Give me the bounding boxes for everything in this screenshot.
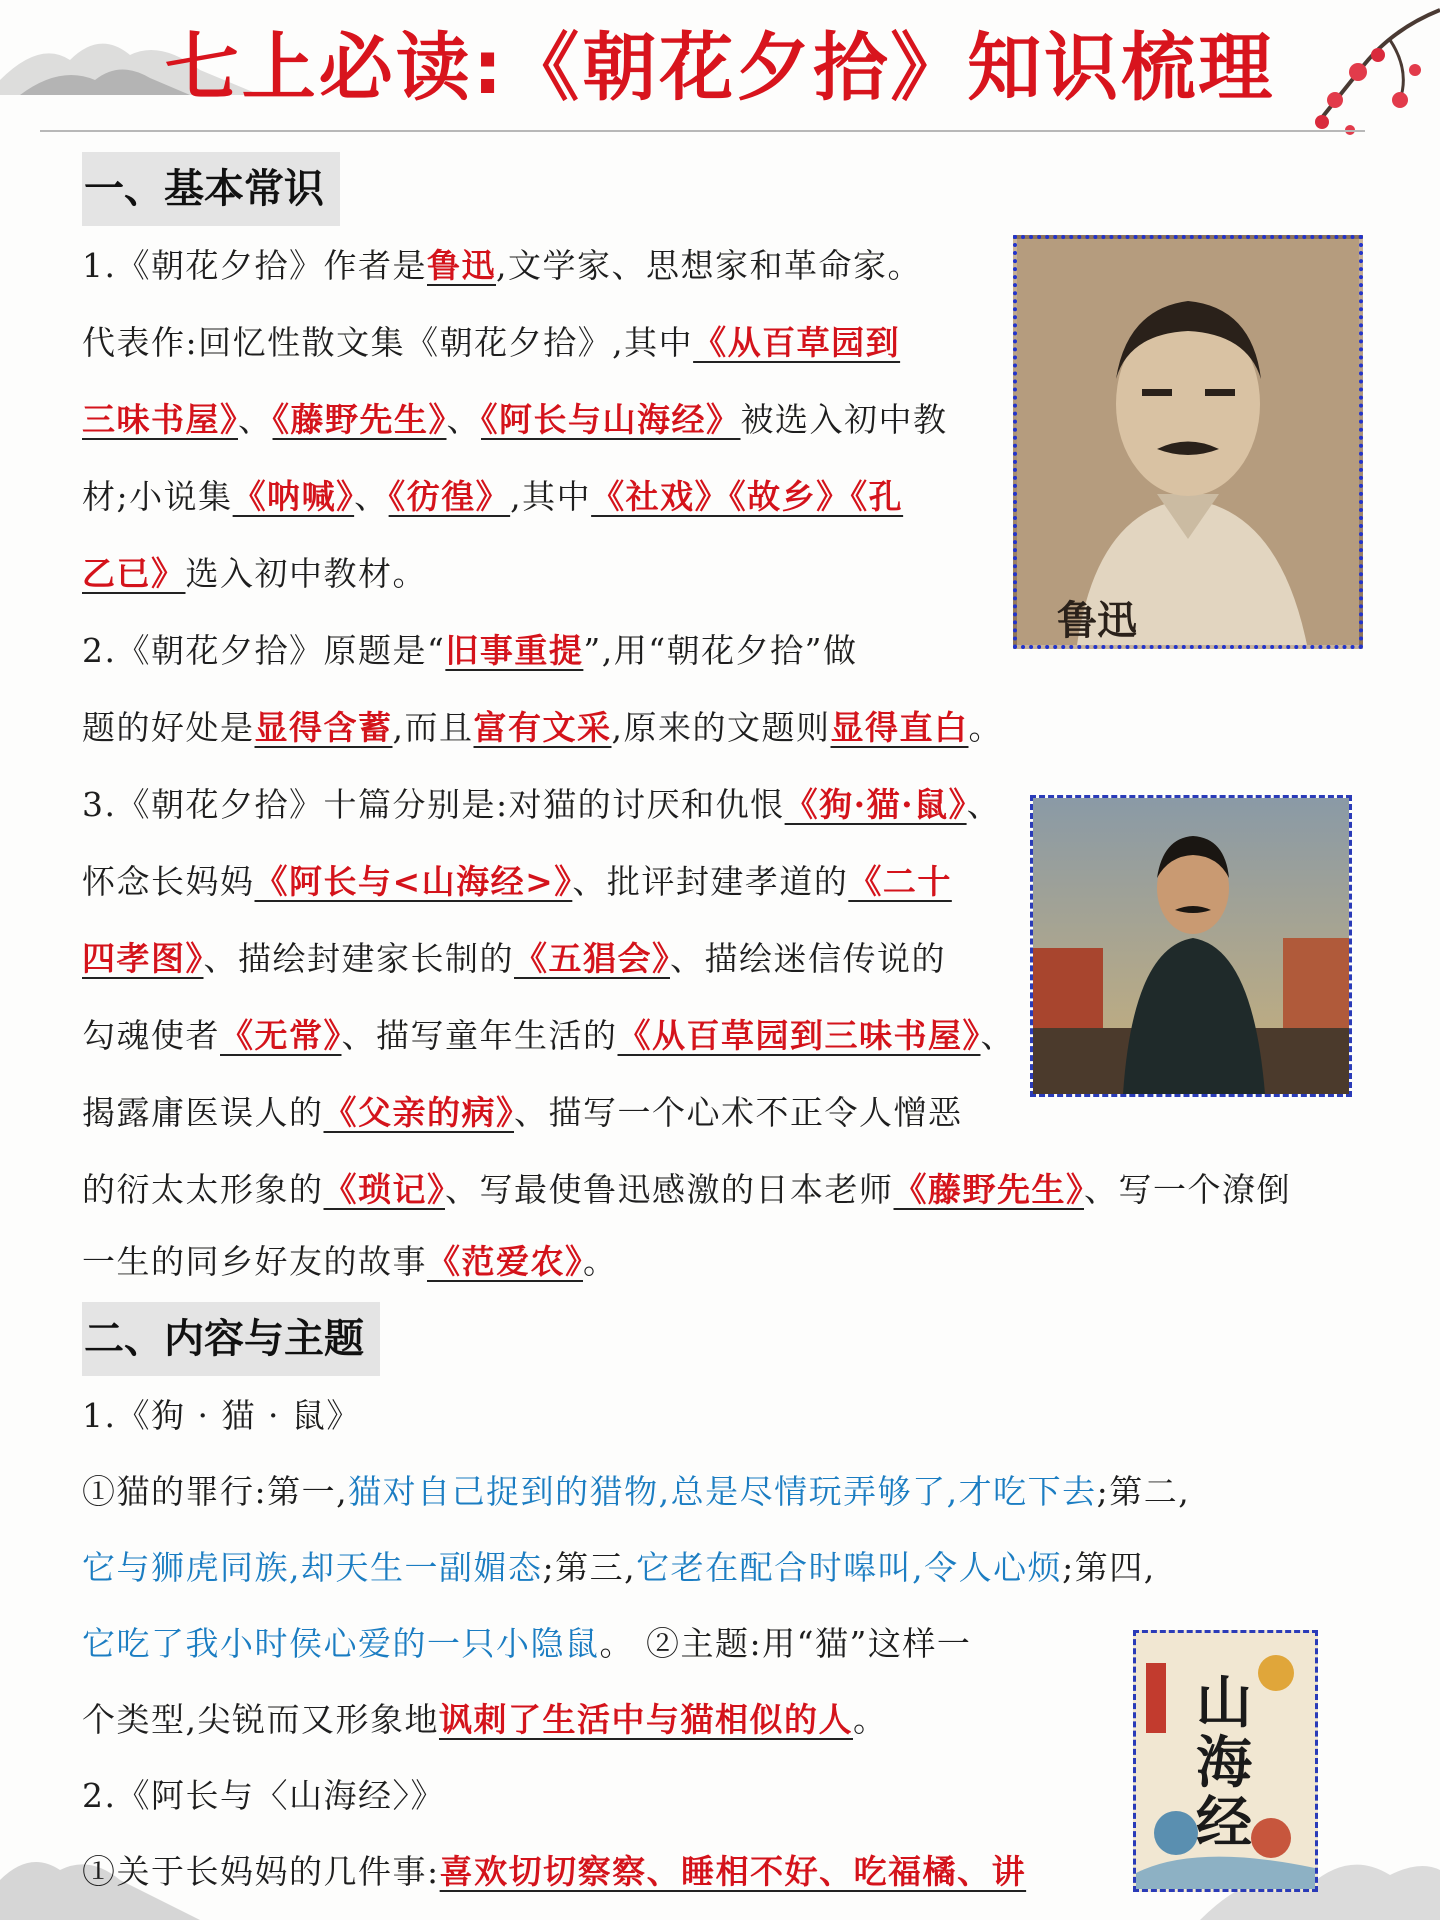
text-segment: 、 [238,400,273,439]
text-segment: 3.《朝花夕拾》十篇分别是:对猫的讨厌和仇恨 [82,785,785,824]
highlight-answer: 显得直白 [830,708,969,747]
highlight-answer: 《呐喊》 [232,477,355,516]
text-line [82,244,922,288]
highlight-answer: 讽刺了生活中与猫相似的人 [439,1700,853,1739]
text-segment: ,原来的文题则 [611,708,831,747]
text-segment: 。 [583,1242,618,1281]
highlight-answer: 《社戏》《故乡》《孔 [591,477,904,516]
painting-illustration [1033,798,1349,1094]
text-segment: 、写一个潦倒 [1084,1170,1291,1209]
text-line [82,321,900,365]
text-segment: 、描写童年生活的 [341,1016,618,1055]
text-segment: 。 [968,708,1003,747]
text-segment: 。 [853,1700,888,1739]
text-segment: 1.《朝花夕拾》作者是 [82,246,427,285]
highlight-note: 它老在配合时嗥叫,令人心烦 [636,1548,1063,1587]
text-segment: 、描绘封建家长制的 [203,939,514,978]
portrait-illustration [1017,239,1359,645]
text-segment: 怀念长妈妈 [82,862,255,901]
highlight-answer: 《父亲的病》 [323,1093,514,1132]
text-segment: 个类型,尖锐而又形象地 [82,1700,439,1739]
text-segment: 选入初中教材。 [185,554,427,593]
text-line [82,706,1003,750]
highlight-answer: 四孝图》 [82,939,204,978]
highlight-answer: 《狗·猫·鼠》 [784,785,967,824]
highlight-answer: 乙已》 [82,554,186,593]
text-line [82,1622,971,1666]
text-segment: ”,用“朝花夕拾”做 [583,631,858,670]
text-line [82,1240,618,1284]
highlight-answer: 《从百草园到 [693,323,901,362]
text-segment: ①关于长妈妈的几件事: [82,1852,440,1891]
highlight-answer: 鲁迅 [427,246,496,285]
text-segment: 。 ②主题:用“猫”这样一 [599,1624,972,1663]
text-line [82,1168,1291,1212]
text-segment: ①猫的罪行:第一, [82,1472,349,1511]
text-line [82,937,946,981]
highlight-answer: 《彷徨》 [388,477,511,516]
highlight-answer: 《二十 [848,862,952,901]
section-heading-basics: 一、基本常识 [82,152,340,226]
cover-title: 山海经 [1196,1670,1252,1856]
highlight-answer: 喜欢切切察察、睡相不好、吃福橘、讲 [439,1852,1027,1891]
text-segment: 代表作:回忆性散文集《朝花夕拾》,其中 [82,323,694,362]
text-segment: ,其中 [510,477,592,516]
text-line [82,783,1001,827]
shanhaijing-book-cover [1133,1630,1318,1892]
highlight-answer: 《藤野先生》 [272,400,447,439]
text-segment: 、描绘迷信传说的 [670,939,946,978]
highlight-answer: 显得含蓄 [254,708,393,747]
text-line [82,398,948,442]
highlight-answer: 《藤野先生》 [893,1170,1084,1209]
text-segment: 勾魂使者 [82,1016,220,1055]
highlight-answer: 旧事重提 [445,631,584,670]
highlight-note: 猫对自己捉到的猎物,总是尽情玩弄够了,才吃下去 [348,1472,1097,1511]
text-segment: 、描写一个心术不正令人憎恶 [514,1093,963,1132]
highlight-answer: 富有文采 [473,708,612,747]
text-segment: 、 [966,785,1002,824]
text-segment: 材;小说集 [82,477,233,516]
lu-xun-portrait-photo [1013,235,1363,649]
text-segment: ;第四, [1062,1548,1156,1587]
text-segment: 揭露庸医误人的 [82,1093,324,1132]
highlight-note: 它与狮虎同族,却天生一副媚态 [82,1548,543,1587]
text-line [82,475,903,519]
highlight-answer: 三味书屋》 [82,400,238,439]
text-line [82,552,427,596]
highlight-answer: 《范爱农》 [427,1242,583,1281]
text-segment: 一生的同乡好友的故事 [82,1242,427,1281]
text-line [82,1774,445,1818]
title-divider [40,130,1365,132]
text-line [82,629,857,673]
highlight-answer: 《阿长与<山海经>》 [254,862,573,901]
text-segment: 1.《狗 · 猫 · 鼠》 [82,1396,361,1435]
text-segment: 、批评封建孝道的 [572,862,849,901]
highlight-answer: 《无常》 [220,1016,342,1055]
text-line [82,1698,888,1742]
text-line [82,1091,963,1135]
text-segment: 2.《阿长与〈山海经〉》 [82,1776,445,1815]
text-line [82,1394,361,1438]
text-line [82,860,952,904]
text-line [82,1470,1190,1514]
highlight-answer: 《五猖会》 [514,939,670,978]
text-segment: ;第三, [542,1548,637,1587]
text-line [82,1850,1026,1894]
highlight-answer: 《琐记》 [323,1170,445,1209]
text-line [82,1546,1156,1590]
text-segment: ,而且 [392,708,474,747]
text-segment: ,文学家、思想家和革命家。 [496,246,922,285]
text-line [82,1014,1015,1058]
section-heading-content: 二、内容与主题 [82,1302,380,1376]
portrait-signature: 鲁迅 [1057,597,1137,644]
page-title: 七上必读:《朝花夕拾》知识梳理 [164,25,1276,111]
highlight-answer: 《从百草园到三味书屋》 [617,1016,981,1055]
lu-xun-painting [1030,795,1352,1097]
text-segment: 、写最使鲁迅感激的日本老师 [445,1170,894,1209]
text-segment: 、 [980,1016,1015,1055]
text-segment: 被选入初中教 [740,400,948,439]
text-segment: 、 [446,400,481,439]
text-segment: 的衍太太形象的 [82,1170,324,1209]
highlight-note: 它吃了我小时侯心爱的一只小隐鼠 [82,1624,600,1663]
text-segment: ;第二, [1096,1472,1191,1511]
text-segment: 、 [354,477,389,516]
text-segment: 题的好处是 [82,708,255,747]
highlight-answer: 《阿长与山海经》 [481,400,741,439]
text-segment: 2.《朝花夕拾》原题是“ [82,631,446,670]
